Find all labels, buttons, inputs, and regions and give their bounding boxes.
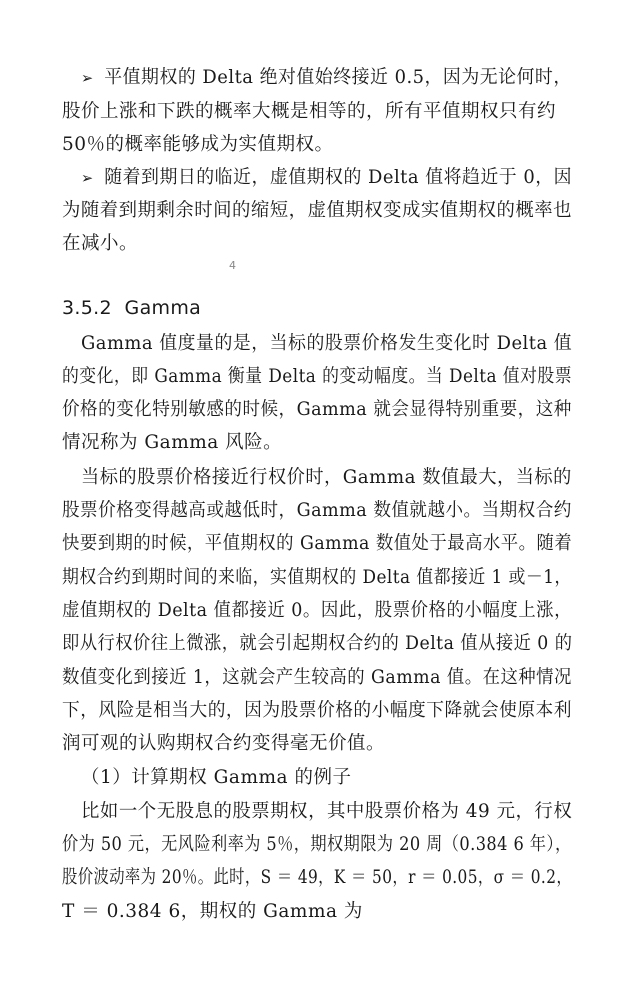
para-2-line-3: 快要到期的时候，平值期权的 Gamma 数值处于最高水平。随着	[62, 533, 573, 554]
section-heading	[62, 296, 201, 320]
arrow-bullet-icon: ➢	[81, 69, 94, 87]
para-2-line-1: 当标的股票价格接近行权价时，Gamma 数值最大，当标的	[81, 467, 572, 488]
para-2-line-9: 润可观的认购期权合约变得毫无价值。	[62, 733, 386, 754]
bullet-1-line-1: ➢ 平值期权的 Delta 绝对值始终接近 0.5，因为无论何时，	[81, 67, 572, 88]
para-2-line-8: 下，风险是相当大的，因为股票价格的小幅度下降就会使原本利	[62, 700, 572, 721]
section-title: Gamma	[124, 297, 202, 319]
para-1-line-3: 价格的变化特别敏感的时候，Gamma 就会显得特别重要，这种	[62, 399, 572, 420]
para-1-line-2: 的变化，即 Gamma 衡量 Delta 的变动幅度。当 Delta 值对股票	[62, 366, 573, 387]
section-number: 3.5.2	[62, 297, 112, 319]
para-1-line-1: Gamma 值度量的是，当标的股票价格发生变化时 Delta 值	[81, 333, 573, 354]
bullet-2-line-3: 在减小。	[62, 233, 139, 254]
arrow-bullet-icon: ➢	[81, 169, 94, 187]
bullet-2-line-2: 为随着到期剩余时间的缩短，虚值期权变成实值期权的概率也	[62, 200, 573, 221]
bullet-1-line-3: 50％的概率能够成为实值期权。	[62, 134, 334, 155]
bullet-1-line-2: 股价上涨和下跌的概率大概是相等的，所有平值期权只有约	[62, 101, 557, 122]
para-2-line-5: 虚值期权的 Delta 值都接近 0。因此，股票价格的小幅度上涨，	[62, 600, 573, 621]
para-4-line-4: T ＝ 0.384 6，期权的 Gamma 为	[62, 901, 363, 922]
para-2-line-6: 即从行权价往上微涨，就会引起期权合约的 Delta 值从接近 0 的	[62, 633, 573, 654]
para-2-line-7: 数值变化到接近 1，这就会产生较高的 Gamma 值。在这种情况	[62, 667, 572, 688]
example-heading: （1）计算期权 Gamma 的例子	[81, 767, 352, 788]
stray-mark: 4	[229, 259, 236, 272]
para-1-line-4: 情况称为 Gamma 风险。	[62, 432, 283, 453]
para-2-line-2: 股票价格变得越高或越低时，Gamma 数值就越小。当期权合约	[62, 500, 572, 521]
para-2-line-4: 期权合约到期时间的来临，实值期权的 Delta 值都接近 1 或－1，	[62, 567, 572, 588]
bullet-2-line-1: ➢ 随着到期日的临近，虚值期权的 Delta 值将趋近于 0，因	[81, 167, 573, 188]
para-4-line-2: 价为 50 元，无风险利率为 5％，期权期限为 20 周（0.384 6 年），	[62, 834, 572, 855]
para-4-line-3: 股价波动率为 20％。此时，S ＝ 49，K ＝ 50，r ＝ 0.05，σ ＝ 0.2，	[62, 867, 573, 888]
para-4-line-1: 比如一个无股息的股票期权，其中股票价格为 49 元，行权	[81, 801, 573, 822]
